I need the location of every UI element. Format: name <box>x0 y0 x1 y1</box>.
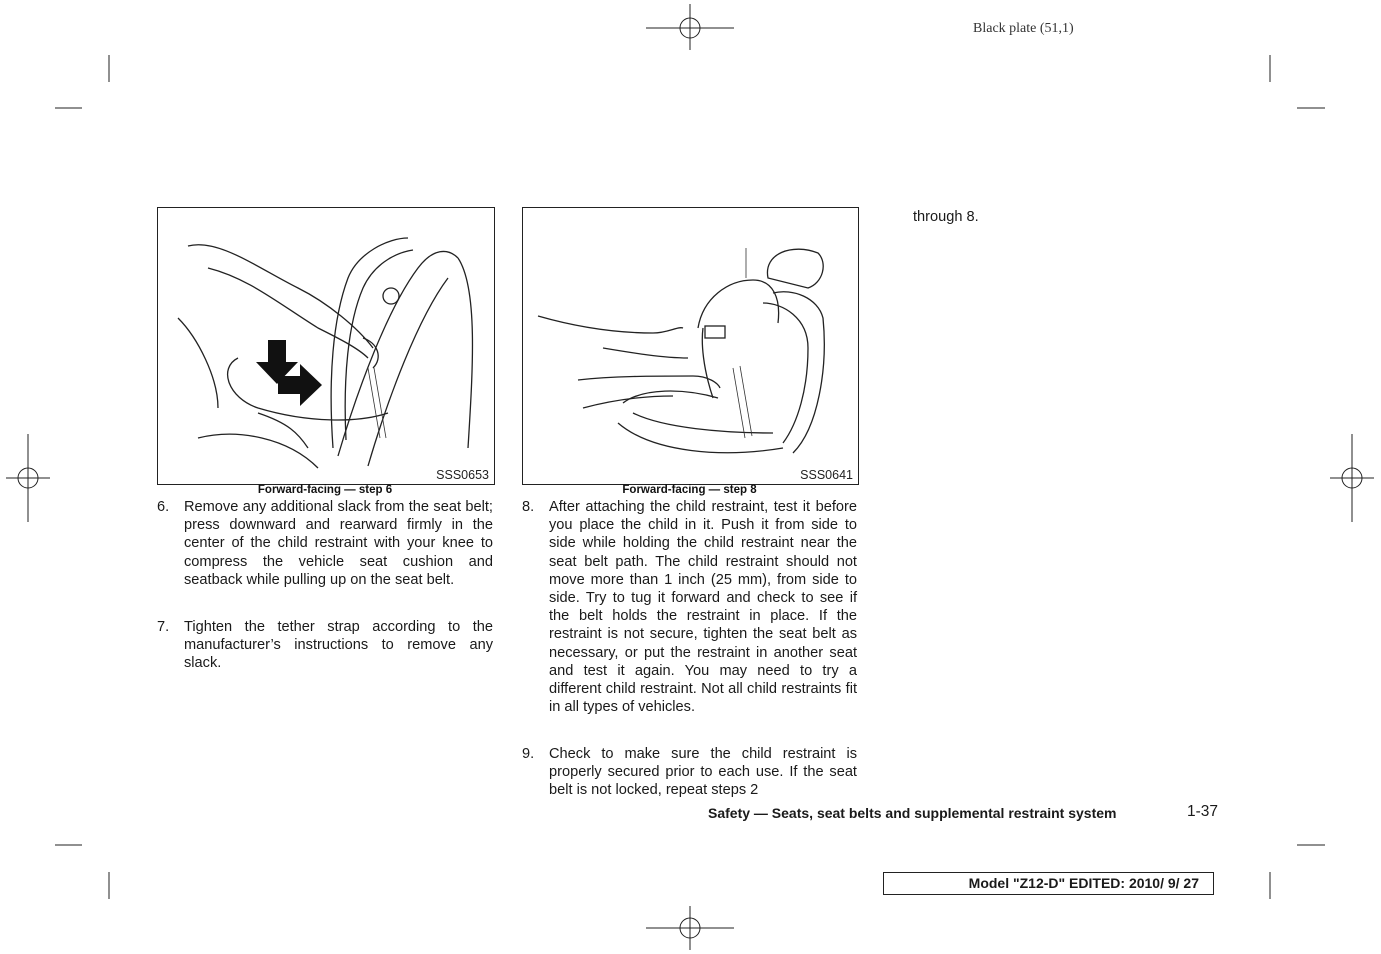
step-text: Remove any additional slack from the seat belt; press downward and rearward firmly in the center of the child restraint with your knee to compress the vehicle seat cushion and seatback while pulling up on the seat belt. <box>184 499 493 588</box>
model-edit-box: Model "Z12-D" EDITED: 2010/ 9/ 27 <box>883 872 1214 895</box>
continuation-text: through 8. <box>913 209 979 225</box>
illustration-restraint-test <box>523 208 858 484</box>
figure-code: SSS0653 <box>436 468 489 482</box>
step-number: 8. <box>522 499 535 515</box>
step-text: Tighten the tether strap according to the manufacturer’s instructions to remove any slack. <box>184 619 493 672</box>
step-item <box>157 618 493 673</box>
page-number: 1-37 <box>1187 803 1219 820</box>
step-item <box>522 745 857 800</box>
step-item <box>522 498 857 716</box>
step-text: After attaching the child restraint, test it before you place the child in it. Push it from side to side while holding the child restraint near the seat belt path. The child restraint should not move more than 1 inch (25 mm), from side to side. Try to tug it forward and check to see if the belt holds the restraint in place. If the restraint is not secure, tighten the seat belt as necessary, or put the restraint in another seat and test it again. You may need to try a different child restraint. Not all child restraints fit in all types of vehicles. <box>549 499 857 716</box>
figure-caption: Forward-facing — step 6 <box>257 484 393 496</box>
step-text: Check to make sure the child restraint is properly secured prior to each use. If the seat belt is not locked, repeat steps 2 <box>549 746 857 799</box>
figure-code: SSS0641 <box>800 468 853 482</box>
figure-step6 <box>157 207 495 485</box>
step-number: 6. <box>157 499 170 515</box>
figure-caption: Forward-facing — step 8 <box>622 484 757 496</box>
step-number: 9. <box>522 746 535 762</box>
figure-step8 <box>522 207 859 485</box>
plate-label: Black plate (51,1) <box>973 21 1074 36</box>
section-title: Safety — Seats, seat belts and supplemental restraint system <box>708 805 1117 821</box>
illustration-seatbelt-tightening <box>158 208 494 484</box>
step-number: 7. <box>157 619 170 635</box>
step-item <box>157 498 493 589</box>
